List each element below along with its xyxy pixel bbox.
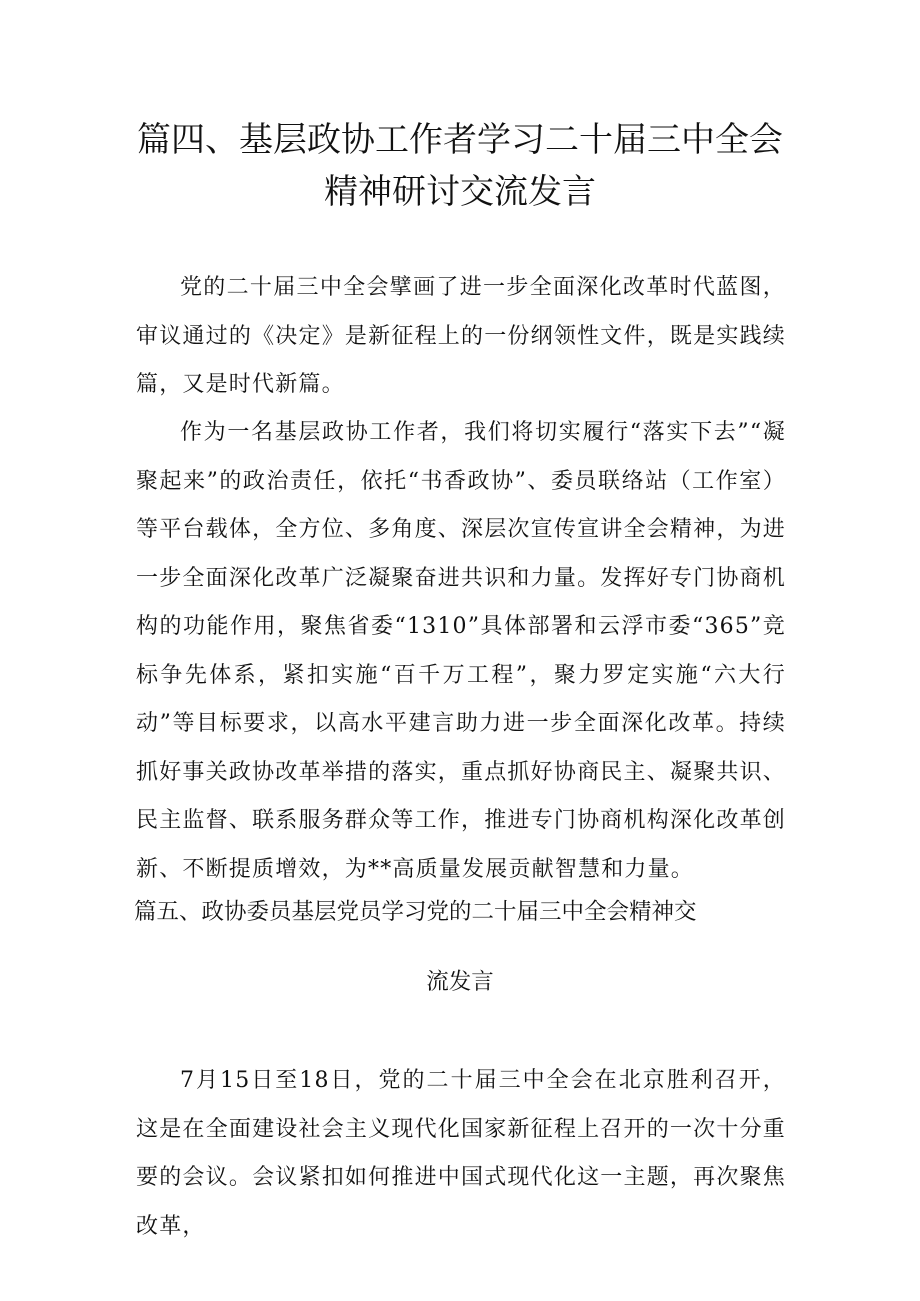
section5-title-line1: 篇五、政协委员基层党员学习党的二十届三中全会精神交 (134, 899, 697, 925)
section5-paragraph-1: 7月15日至18日，党的二十届三中全会在北京胜利召开，这是在全面建设社会主义现代化国家新征程上召开的一次十分重要的会议。会议紧扣如何推进中国式现代化这一主题，再次聚焦改革， (136, 1068, 786, 1239)
section4-title-line1: 篇四、基层政协工作者学习二十届三中全会 (137, 120, 783, 160)
section5-title-line2: 流发言 (426, 969, 494, 995)
section4-paragraph-1: 党的二十届三中全会擘画了进一步全面深化改革时代蓝图，审议通过的《决定》是新征程上的一份纲领性文件，既是实践续篇，又是时代新篇。 (136, 275, 786, 397)
section4-paragraph-2: 作为一名基层政协工作者，我们将切实履行“落实下去”“凝聚起来”的政治责任，依托“书香政协”、委员联络站（工作室）等平台载体，全方位、多角度、深层次宣传宣讲全会精神，为进一步全面深化改革广泛凝聚奋进共识和力量。发挥好专门协商机构的功能作用，聚焦省委“1310”具体部署和云浮市委“365”竞标争先体系，紧扣实施“百千万工程”，聚力罗定实施“六大行动”等目标要求，以高水平建言助力进一步全面深化改革。持续抓好事关政协改革举措的落实，重点抓好协商民主、凝聚共识、民主监督、联系服务群众等工作，推进专门协商机构深化改革创新、不断提质增效，为**高质量发展贡献智慧和力量。 (136, 420, 786, 882)
section4-title-line2: 精神研讨交流发言 (324, 172, 596, 212)
